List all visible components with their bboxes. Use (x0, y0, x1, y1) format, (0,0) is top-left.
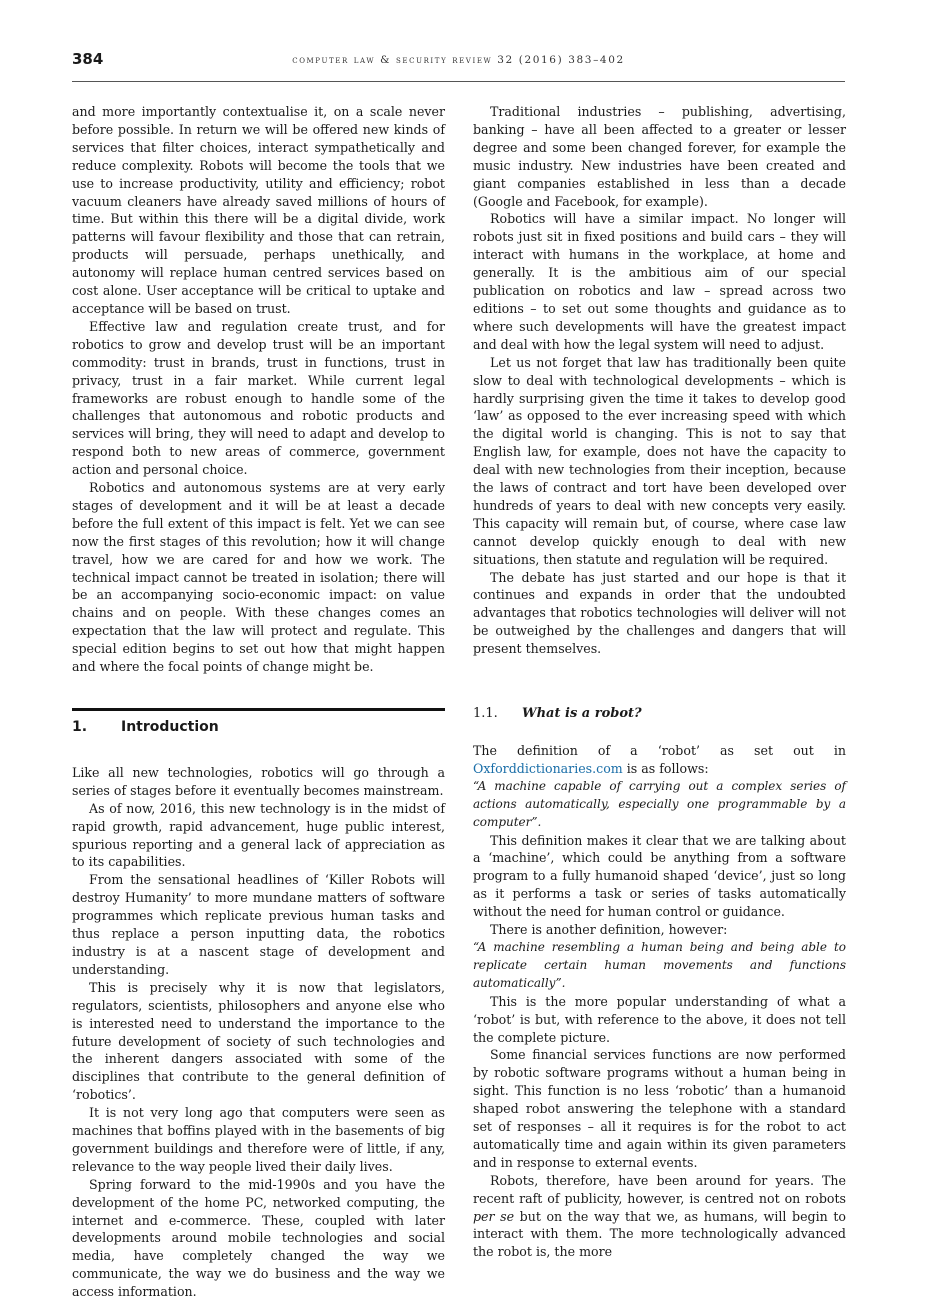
body-paragraph: It is not very long ago that computers were seen as machines that boffins played with in the basements of big government buildings and therefore were of little, if any, relevance to the way people lived their daily lives. (72, 1105, 445, 1174)
body-paragraph: This is the more popular understanding of what a ‘robot’ is but, with reference to the above, it does not tell the complete picture. (473, 993, 846, 1045)
body-paragraph: This is precisely why it is now that legislators, regulators, scientists, philosophers and anyone else who is interested need to understand the importance to the future development of society of such technologies and the inherent dangers associated with some of the disciplines that contribute to the general definition of ‘robotics’. (72, 979, 445, 1103)
subsection-number: 1.1. (473, 706, 498, 722)
body-paragraph: Effective law and regulation create trust, and for robotics to grow and develop trust will be an important commodity: trust in brands, trust in functions, trust in privacy, trust in a fair market. While current legal frameworks are robust enough to handle some of the challenges that autonomous and robotic products and services will bring, they will need to adapt and develop to respond both to new areas of commerce, government action and personal choice. (72, 318, 445, 478)
section-heading (72, 719, 445, 737)
body-paragraph: Spring forward to the mid-1990s and you have the development of the home PC, networked computing, the internet and e-commerce. These, coupled with later developments around mobile technologies and social media, have completely changed the way we communicate, the way we do business and the way we access information. (72, 1176, 445, 1300)
body-paragraph: Robotics and autonomous systems are at very early stages of development and it will be at least a decade before the full extent of this impact is felt. Yet we can see now the first stages of this revolution; how it will change travel, how we are cared for and how we work. The technical impact cannot be treated in isolation; there will be an accompanying socio-economic impact: on value chains and on people. With these changes comes an expectation that the law will protect and regulate. This special edition begins to set out how that might happen and where the focal points of change might be. (72, 480, 445, 675)
section-rule (72, 708, 445, 711)
body-paragraph: The debate has just started and our hope is that it continues and expands in order that the undoubted advantages that robotics technologies will deliver will not be outweighed by the challenges and dangers that will present themselves. (473, 569, 846, 657)
definition-quote: “A machine resembling a human being and being able to replicate certain human movements and functions automatically”. (473, 939, 846, 990)
section-title: Introduction (121, 719, 219, 735)
definition-quote: “A machine capable of carrying out a complex series of actions automatically, especially one programmable by a computer”. (473, 778, 846, 829)
text-run: Robots, therefore, have been around for years. The recent raft of publicity, however, is centred not on robots (473, 1172, 846, 1206)
body-paragraph (473, 1172, 846, 1262)
italic-term: per se (473, 1208, 515, 1224)
body-paragraph: Robotics will have a similar impact. No longer will robots just sit in fixed positions and build cars – they will interact with humans in the workplace, at home and generally. It is the ambitious aim of our special publication on robotics and law – spread across two editions – to set out some thoughts and guidance as to where such developments will have the greatest impact and deal with how the legal system will need to adjust. (473, 211, 846, 352)
definition-intro-before: The definition of a ‘robot’ as set out in (473, 743, 846, 758)
body-paragraph: This definition makes it clear that we are talking about a ‘machine’, which could be anything from a software program to a fully humanoid shaped ‘device’, just so long as it performs a task or series of tasks automatically without the need for human control or guidance. (473, 832, 846, 920)
header-rule (72, 81, 845, 82)
body-paragraph: From the sensational headlines of ‘Killer Robots will destroy Humanity’ to more mundane matters of software programmes which replicate previous human tasks and thus replace a person inputting data, the robotics industry is at a nascent stage of development and understanding. (72, 872, 445, 977)
journal-running-title: computer law & security review 32 (2016) 383–402 (292, 54, 625, 66)
subsection-title: What is a robot? (522, 706, 642, 722)
body-paragraph: As of now, 2016, this new technology is in the midst of rapid growth, rapid advancement, huge public interest, spurious reporting and a general lack of appreciation as to its capabilities. (72, 800, 445, 870)
section-number: 1. (72, 719, 88, 735)
definition-intro-after: is as follows: (622, 760, 709, 776)
body-paragraph: Traditional industries – publishing, advertising, banking – have all been affected to a greater or lesser degree and some been changed forever, for example the music industry. New industries have been created and giant companies established in less than a decade (Google and Facebook, for example). (473, 104, 846, 209)
body-paragraph: Let us not forget that law has traditionally been quite slow to deal with technological developments – which is hardly surprising given the time it takes to develop good ‘law’ as opposed to the ever increasing speed with which the digital world is changing. This is not to say that English law, for example, does not have the capacity to deal with new technologies from their inception, because the laws of contract and tort have been developed over hundreds of years to deal with new concepts very easily. This capacity will remain but, of course, where case law cannot develop quickly enough to deal with new situations, then statute and regulation will be required. (473, 354, 846, 567)
left-column (72, 103, 445, 1301)
subsection-heading (473, 705, 846, 723)
page-header (72, 50, 845, 70)
body-paragraph: Like all new technologies, robotics will go through a series of stages before it eventually becomes mainstream. (72, 764, 445, 798)
body-paragraph: Some financial services functions are now performed by robotic software programs without a human being in sight. This function is no less ‘robotic’ than a humanoid shaped robot answering the telephone with a standard set of responses – all it requires is for the robot to act automatically time and again within its given parameters and in response to external events. (473, 1047, 846, 1170)
text-run: but on the way that we, as humans, will begin to interact with them. The more technologically advanced the robot is, the more (473, 1208, 846, 1260)
right-column (473, 103, 846, 1261)
definition-intro (473, 742, 846, 778)
page-number: 384 (72, 50, 104, 68)
oxforddictionaries-link[interactable]: Oxforddictionaries.com (473, 760, 623, 776)
body-paragraph: There is another definition, however: (490, 922, 728, 938)
body-paragraph: and more importantly contextualise it, on a scale never before possible. In return we will be offered new kinds of services that filter choices, interact sympathetically and reduce complexity. Robots will become the tools that we use to increase productivity, utility and efficiency; robot vacuum cleaners have already saved millions of hours of time. But within this there will be a digital divide, work patterns will favour flexibility and those that can retrain, products will persuade, perhaps unethically, and autonomy will replace human centred services based on cost alone. User acceptance will be critical to uptake and acceptance will be based on trust. (72, 104, 445, 316)
